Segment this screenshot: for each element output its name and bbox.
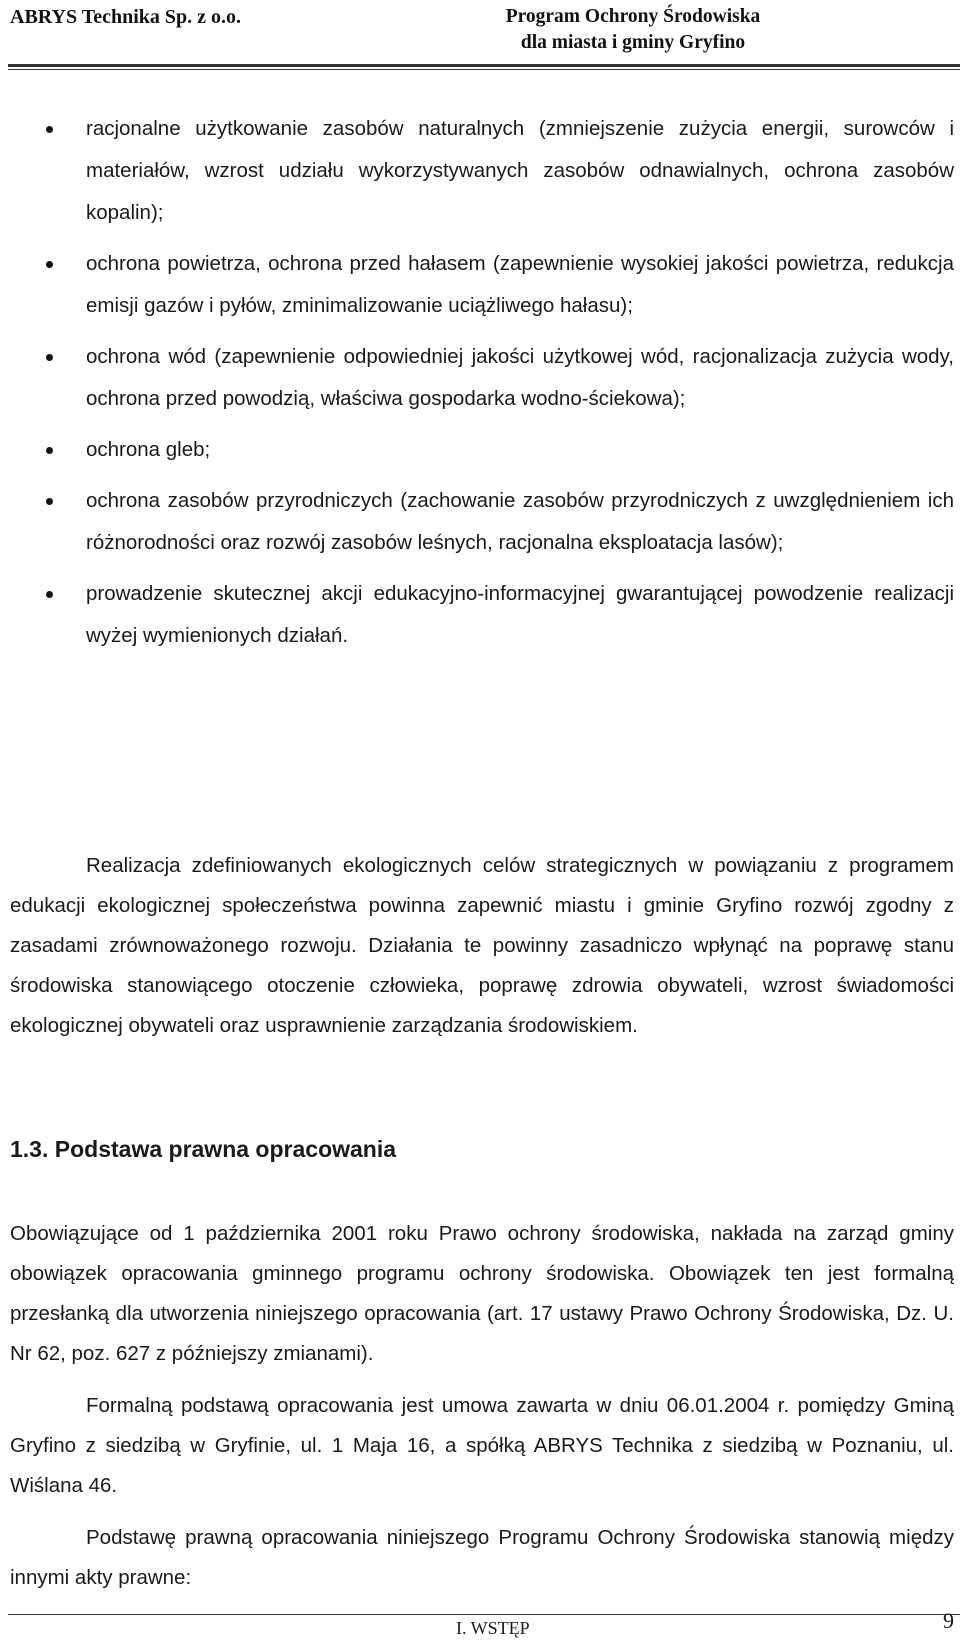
- bullet-icon: [46, 498, 53, 505]
- goals-bullet-list: [0, 108, 960, 666]
- list-item-text: ochrona wód (zapewnienie odpowiedniej jakości użytkowej wód, racjonalizacja zużycia wody, ochrona przed powodzią, właściwa gospodarka wodno-ściekowa);: [86, 345, 954, 410]
- bullet-icon: [46, 126, 53, 133]
- company-name: ABRYS Technika Sp. z o.o.: [10, 6, 242, 28]
- section-number: 1.3.: [10, 1136, 49, 1162]
- list-item: [0, 429, 960, 471]
- paragraph-podstawe: Podstawę prawną opracowania niniejszego Programu Ochrony Środowiska stanowią między innymi akty prawne:: [10, 1526, 954, 1589]
- list-item: [0, 480, 960, 564]
- paragraph-obowiazujace: Obowiązujące od 1 października 2001 roku Prawo ochrony środowiska, nakłada na zarząd gminy obowiązek opracowania gminnego programu ochrony środowiska. Obowiązek ten jest formalną przesłanką dla utworzenia niniejszego opracowania (art. 17 ustawy Prawo Ochrony Środowiska, Dz. U. Nr 62, poz. 627 z późniejszy zmianami).: [10, 1222, 954, 1365]
- list-item: [0, 336, 960, 420]
- list-item-text: prowadzenie skutecznej akcji edukacyjno-informacyjnej gwarantującej powodzenie realizacji wyżej wymienionych działań.: [86, 582, 954, 647]
- list-item: [0, 108, 960, 234]
- header-rule: [8, 64, 960, 67]
- section-title: Podstawa prawna opracowania: [54, 1136, 397, 1162]
- list-item-text: ochrona gleb;: [86, 438, 211, 461]
- bullet-icon: [46, 261, 53, 268]
- program-title: [468, 4, 798, 56]
- header-rule-thin: [8, 69, 960, 70]
- paragraph-formalna: Formalną podstawą opracowania jest umowa zawarta w dniu 06.01.2004 r. pomiędzy Gminą Gryfino z siedzibą w Gryfinie, ul. 1 Maja 16, a spółką ABRYS Technika z siedzibą w Poznaniu, ul. Wiślana 46.: [10, 1394, 954, 1497]
- program-title-line2: dla miasta i gminy Gryfino: [520, 32, 746, 53]
- paragraph-realizacja: Realizacja zdefiniowanych ekologicznych celów strategicznych w powiązaniu z programem edukacji ekologicznej społeczeństwa powinna zapewnić miastu i gminie Gryfino rozwój zgodny z zasadami zrównoważonego rozwoju. Działania te powinny zasadniczo wpłynąć na poprawę stanu środowiska stanowiącego otoczenie człowieka, poprawę zdrowia obywateli, wzrost świadomości ekologicznej obywateli oraz usprawnienie zarządzania środowiskiem.: [10, 854, 954, 1037]
- footer-rule: [8, 1614, 960, 1615]
- list-item-text: racjonalne użytkowanie zasobów naturalnych (zmniejszenie zużycia energii, surowców i materiałów, wzrost udziału wykorzystywanych zasobów odnawialnych, ochrona zasobów kopalin);: [86, 117, 954, 224]
- list-item-text: ochrona powietrza, ochrona przed hałasem (zapewnienie wysokiej jakości powietrza, redukcja emisji gazów i pyłów, zminimalizowanie uciążliwego hałasu);: [86, 252, 954, 317]
- list-item: [0, 573, 960, 657]
- page-number: 9: [943, 1608, 954, 1633]
- bullet-icon: [46, 591, 53, 598]
- list-item: [0, 243, 960, 327]
- list-item-text: ochrona zasobów przyrodniczych (zachowanie zasobów przyrodniczych z uwzględnieniem ich różnorodności oraz rozwój zasobów leśnych, racjonalna eksploatacja lasów);: [86, 489, 954, 554]
- page-header: [0, 0, 960, 68]
- bullet-icon: [46, 447, 53, 454]
- section-heading: [10, 1136, 396, 1163]
- footer-chapter: I. WSTĘP: [456, 1618, 530, 1638]
- bullet-icon: [46, 354, 53, 361]
- program-title-line1: Program Ochrony Środowiska: [505, 6, 761, 27]
